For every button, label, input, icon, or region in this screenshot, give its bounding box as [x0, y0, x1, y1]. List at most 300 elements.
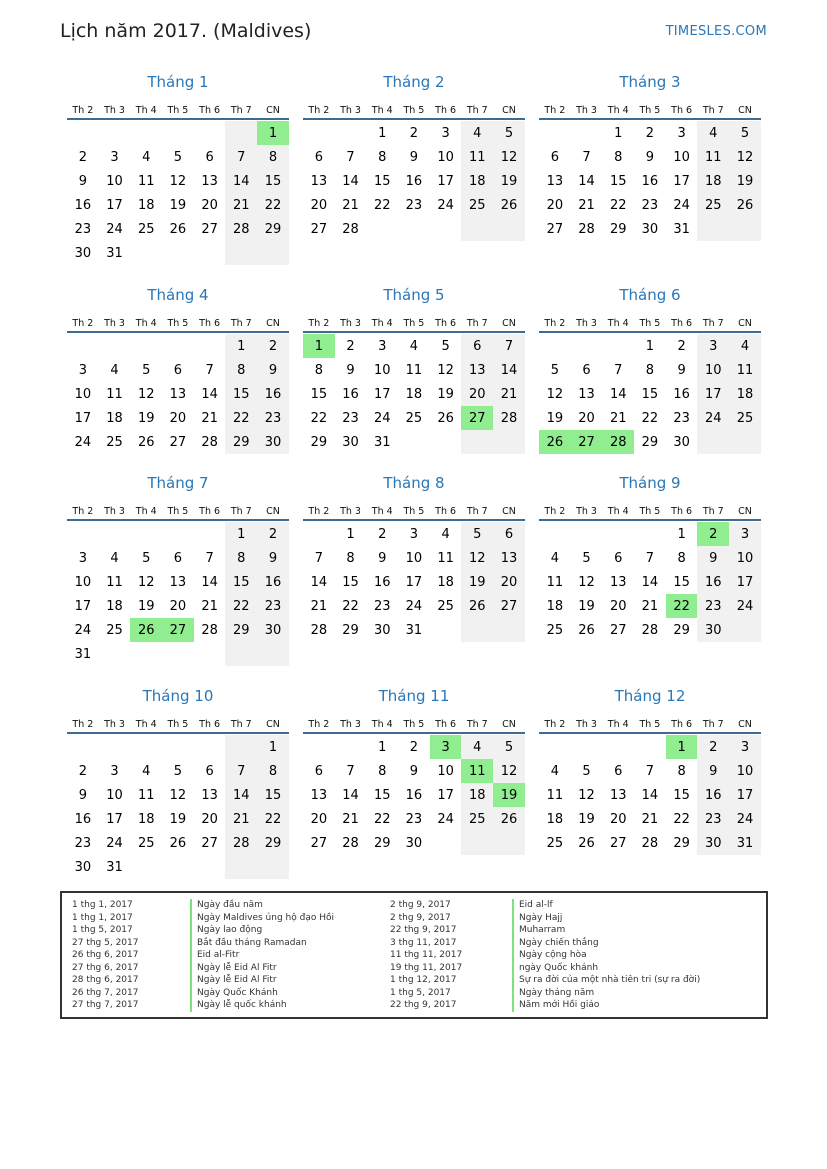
day-cell[interactable]: 12 [546, 386, 564, 402]
day-cell[interactable]: 6 [493, 522, 525, 546]
day-cell[interactable]: 16 [257, 570, 289, 594]
day-cell[interactable]: 8 [314, 362, 323, 378]
day-cell[interactable]: 12 [493, 145, 525, 169]
day-cell[interactable]: 31 [373, 434, 391, 450]
day-cell[interactable]: 9 [409, 149, 419, 165]
day-cell[interactable]: 7 [225, 145, 257, 169]
day-cell[interactable]: 16 [74, 811, 92, 827]
day-cell[interactable]: 13 [169, 574, 187, 590]
day-cell[interactable]: 11 [461, 145, 493, 169]
day-cell[interactable]: 2 [645, 125, 655, 141]
day-cell[interactable]: 22 [609, 197, 627, 213]
day-cell[interactable]: 21 [201, 598, 218, 614]
day-cell[interactable]: 2 [409, 739, 419, 755]
day-cell[interactable]: 15 [310, 386, 328, 402]
day-cell[interactable]: 12 [729, 145, 761, 169]
day-cell[interactable]: 7 [346, 763, 355, 779]
day-cell[interactable]: 4 [697, 121, 729, 145]
day-cell[interactable]: 3 [378, 338, 387, 354]
day-cell[interactable]: 16 [257, 382, 289, 406]
day-cell[interactable]: 26 [461, 594, 493, 618]
day-cell[interactable]: 15 [673, 574, 690, 590]
day-cell[interactable]: 11 [697, 145, 729, 169]
day-cell[interactable]: 21 [342, 811, 359, 827]
day-cell[interactable]: 9 [697, 546, 729, 570]
day-cell[interactable]: 30 [257, 618, 289, 642]
day-cell[interactable]: 10 [729, 759, 761, 783]
day-cell[interactable]: 19 [137, 598, 155, 614]
day-cell[interactable]: 12 [578, 787, 595, 803]
day-cell[interactable]: 22 [373, 811, 391, 827]
day-cell[interactable]: 10 [405, 550, 423, 566]
day-cell[interactable]: 5 [493, 121, 525, 145]
day-cell[interactable]: 13 [169, 386, 187, 402]
day-cell[interactable]: 30 [74, 245, 92, 261]
day-cell[interactable]: 17 [405, 574, 423, 590]
day-cell[interactable]: 16 [697, 570, 729, 594]
day-cell[interactable]: 20 [169, 410, 187, 426]
holiday-day-cell[interactable]: 26 [130, 618, 162, 642]
day-cell[interactable]: 26 [137, 434, 155, 450]
day-cell[interactable]: 13 [310, 787, 328, 803]
day-cell[interactable]: 24 [74, 434, 92, 450]
day-cell[interactable]: 2 [346, 338, 355, 354]
day-cell[interactable]: 13 [609, 574, 627, 590]
day-cell[interactable]: 17 [697, 382, 729, 406]
day-cell[interactable]: 4 [142, 763, 151, 779]
day-cell[interactable]: 4 [409, 338, 419, 354]
day-cell[interactable]: 9 [78, 173, 87, 189]
day-cell[interactable]: 17 [74, 410, 92, 426]
day-cell[interactable]: 30 [257, 430, 289, 454]
day-cell[interactable]: 7 [614, 362, 623, 378]
day-cell[interactable]: 20 [201, 197, 218, 213]
day-cell[interactable]: 24 [373, 410, 391, 426]
holiday-day-cell[interactable]: 27 [162, 618, 194, 642]
day-cell[interactable]: 6 [461, 334, 493, 358]
day-cell[interactable]: 6 [550, 149, 559, 165]
day-cell[interactable]: 7 [205, 550, 214, 566]
day-cell[interactable]: 25 [697, 193, 729, 217]
day-cell[interactable]: 29 [373, 835, 391, 851]
day-cell[interactable]: 22 [673, 811, 690, 827]
day-cell[interactable]: 28 [342, 221, 359, 237]
day-cell[interactable]: 2 [677, 338, 686, 354]
day-cell[interactable]: 19 [169, 811, 187, 827]
day-cell[interactable]: 3 [409, 526, 419, 542]
day-cell[interactable]: 29 [673, 622, 690, 638]
day-cell[interactable]: 19 [169, 197, 187, 213]
day-cell[interactable]: 2 [78, 763, 87, 779]
day-cell[interactable]: 25 [137, 221, 155, 237]
day-cell[interactable]: 3 [697, 334, 729, 358]
day-cell[interactable]: 24 [697, 406, 729, 430]
day-cell[interactable]: 18 [461, 169, 493, 193]
day-cell[interactable]: 10 [74, 386, 92, 402]
day-cell[interactable]: 14 [225, 783, 257, 807]
day-cell[interactable]: 21 [578, 197, 595, 213]
day-cell[interactable]: 23 [697, 594, 729, 618]
day-cell[interactable]: 17 [437, 787, 454, 803]
day-cell[interactable]: 12 [169, 787, 187, 803]
day-cell[interactable]: 16 [74, 197, 92, 213]
day-cell[interactable]: 18 [697, 169, 729, 193]
day-cell[interactable]: 4 [461, 735, 493, 759]
day-cell[interactable]: 6 [173, 550, 183, 566]
day-cell[interactable]: 17 [106, 197, 123, 213]
day-cell[interactable]: 10 [437, 149, 454, 165]
day-cell[interactable]: 31 [106, 859, 123, 875]
day-cell[interactable]: 30 [697, 618, 729, 642]
day-cell[interactable]: 5 [142, 550, 151, 566]
day-cell[interactable]: 31 [74, 646, 92, 662]
day-cell[interactable]: 18 [729, 382, 761, 406]
day-cell[interactable]: 22 [225, 406, 257, 430]
day-cell[interactable]: 17 [373, 386, 391, 402]
day-cell[interactable]: 29 [257, 831, 289, 855]
day-cell[interactable]: 27 [609, 622, 627, 638]
day-cell[interactable]: 25 [106, 434, 123, 450]
day-cell[interactable]: 30 [342, 434, 359, 450]
day-cell[interactable]: 5 [729, 121, 761, 145]
day-cell[interactable]: 21 [609, 410, 627, 426]
day-cell[interactable]: 19 [437, 386, 454, 402]
day-cell[interactable]: 20 [201, 811, 218, 827]
day-cell[interactable]: 29 [310, 434, 328, 450]
day-cell[interactable]: 16 [405, 787, 423, 803]
day-cell[interactable]: 12 [493, 759, 525, 783]
day-cell[interactable]: 2 [697, 735, 729, 759]
day-cell[interactable]: 25 [106, 622, 123, 638]
day-cell[interactable]: 3 [677, 125, 686, 141]
day-cell[interactable]: 24 [74, 622, 92, 638]
day-cell[interactable]: 19 [461, 570, 493, 594]
day-cell[interactable]: 28 [342, 835, 359, 851]
day-cell[interactable]: 25 [461, 193, 493, 217]
day-cell[interactable]: 20 [310, 197, 328, 213]
day-cell[interactable]: 19 [137, 410, 155, 426]
day-cell[interactable]: 2 [257, 334, 289, 358]
day-cell[interactable]: 9 [346, 362, 355, 378]
day-cell[interactable]: 23 [405, 811, 423, 827]
day-cell[interactable]: 6 [314, 149, 323, 165]
day-cell[interactable]: 9 [257, 546, 289, 570]
day-cell[interactable]: 6 [205, 763, 214, 779]
day-cell[interactable]: 11 [546, 787, 564, 803]
day-cell[interactable]: 13 [578, 386, 595, 402]
day-cell[interactable]: 26 [729, 193, 761, 217]
day-cell[interactable]: 24 [437, 811, 454, 827]
day-cell[interactable]: 2 [378, 526, 387, 542]
day-cell[interactable]: 8 [225, 358, 257, 382]
day-cell[interactable]: 28 [310, 622, 328, 638]
day-cell[interactable]: 5 [493, 735, 525, 759]
day-cell[interactable]: 28 [225, 831, 257, 855]
day-cell[interactable]: 15 [641, 386, 659, 402]
day-cell[interactable]: 11 [546, 574, 564, 590]
day-cell[interactable]: 30 [641, 221, 659, 237]
day-cell[interactable]: 7 [493, 334, 525, 358]
day-cell[interactable]: 26 [578, 622, 595, 638]
day-cell[interactable]: 30 [673, 434, 690, 450]
day-cell[interactable]: 18 [437, 574, 454, 590]
day-cell[interactable]: 3 [110, 763, 119, 779]
day-cell[interactable]: 9 [697, 759, 729, 783]
day-cell[interactable]: 3 [78, 550, 87, 566]
day-cell[interactable]: 26 [169, 221, 187, 237]
day-cell[interactable]: 10 [373, 362, 391, 378]
day-cell[interactable]: 15 [257, 783, 289, 807]
day-cell[interactable]: 12 [169, 173, 187, 189]
day-cell[interactable]: 24 [729, 594, 761, 618]
day-cell[interactable]: 19 [729, 169, 761, 193]
day-cell[interactable]: 10 [697, 358, 729, 382]
day-cell[interactable]: 19 [578, 811, 595, 827]
day-cell[interactable]: 14 [310, 574, 328, 590]
day-cell[interactable]: 8 [346, 550, 355, 566]
day-cell[interactable]: 13 [493, 546, 525, 570]
day-cell[interactable]: 27 [201, 835, 218, 851]
holiday-day-cell[interactable]: 1 [257, 121, 289, 145]
day-cell[interactable]: 11 [106, 574, 123, 590]
day-cell[interactable]: 22 [310, 410, 328, 426]
day-cell[interactable]: 17 [106, 811, 123, 827]
day-cell[interactable]: 23 [257, 406, 289, 430]
day-cell[interactable]: 12 [137, 386, 155, 402]
day-cell[interactable]: 8 [257, 145, 289, 169]
day-cell[interactable]: 14 [493, 358, 525, 382]
brand-logo-text[interactable]: TIMESLES.COM [665, 24, 767, 39]
day-cell[interactable]: 31 [673, 221, 690, 237]
day-cell[interactable]: 23 [697, 807, 729, 831]
day-cell[interactable]: 22 [225, 594, 257, 618]
day-cell[interactable]: 30 [405, 835, 423, 851]
day-cell[interactable]: 16 [697, 783, 729, 807]
day-cell[interactable]: 23 [641, 197, 659, 213]
day-cell[interactable]: 15 [342, 574, 359, 590]
day-cell[interactable]: 14 [225, 169, 257, 193]
day-cell[interactable]: 10 [74, 574, 92, 590]
day-cell[interactable]: 10 [106, 787, 123, 803]
day-cell[interactable]: 15 [609, 173, 627, 189]
day-cell[interactable]: 14 [609, 386, 627, 402]
day-cell[interactable]: 8 [378, 763, 387, 779]
day-cell[interactable]: 7 [582, 149, 591, 165]
day-cell[interactable]: 31 [405, 622, 423, 638]
day-cell[interactable]: 3 [78, 362, 87, 378]
holiday-day-cell[interactable]: 22 [666, 594, 698, 618]
day-cell[interactable]: 12 [137, 574, 155, 590]
day-cell[interactable]: 8 [225, 546, 257, 570]
day-cell[interactable]: 22 [257, 807, 289, 831]
day-cell[interactable]: 11 [405, 362, 423, 378]
day-cell[interactable]: 25 [137, 835, 155, 851]
day-cell[interactable]: 28 [493, 406, 525, 430]
day-cell[interactable]: 23 [257, 594, 289, 618]
day-cell[interactable]: 26 [493, 193, 525, 217]
day-cell[interactable]: 20 [461, 382, 493, 406]
day-cell[interactable]: 21 [342, 197, 359, 213]
day-cell[interactable]: 26 [169, 835, 187, 851]
holiday-day-cell[interactable]: 1 [303, 334, 335, 358]
day-cell[interactable]: 20 [310, 811, 328, 827]
day-cell[interactable]: 15 [225, 382, 257, 406]
day-cell[interactable]: 26 [578, 835, 595, 851]
holiday-day-cell[interactable]: 2 [697, 522, 729, 546]
day-cell[interactable]: 5 [582, 550, 591, 566]
day-cell[interactable]: 13 [201, 173, 218, 189]
day-cell[interactable]: 18 [106, 598, 123, 614]
holiday-day-cell[interactable]: 11 [461, 759, 493, 783]
day-cell[interactable]: 13 [310, 173, 328, 189]
day-cell[interactable]: 29 [342, 622, 359, 638]
day-cell[interactable]: 16 [405, 173, 423, 189]
day-cell[interactable]: 9 [677, 362, 686, 378]
day-cell[interactable]: 27 [546, 221, 564, 237]
day-cell[interactable]: 12 [437, 362, 454, 378]
day-cell[interactable]: 20 [609, 811, 627, 827]
day-cell[interactable]: 13 [461, 358, 493, 382]
holiday-day-cell[interactable]: 1 [666, 735, 698, 759]
day-cell[interactable]: 5 [173, 763, 183, 779]
day-cell[interactable]: 21 [641, 598, 659, 614]
day-cell[interactable]: 6 [314, 763, 323, 779]
day-cell[interactable]: 1 [225, 334, 257, 358]
day-cell[interactable]: 15 [373, 787, 391, 803]
day-cell[interactable]: 23 [74, 221, 92, 237]
holiday-day-cell[interactable]: 28 [602, 430, 634, 454]
day-cell[interactable]: 21 [225, 807, 257, 831]
day-cell[interactable]: 21 [201, 410, 218, 426]
day-cell[interactable]: 4 [142, 149, 151, 165]
day-cell[interactable]: 18 [546, 811, 564, 827]
day-cell[interactable]: 23 [373, 598, 391, 614]
day-cell[interactable]: 3 [441, 125, 450, 141]
day-cell[interactable]: 6 [614, 550, 623, 566]
day-cell[interactable]: 15 [225, 570, 257, 594]
day-cell[interactable]: 8 [378, 149, 387, 165]
day-cell[interactable]: 20 [609, 598, 627, 614]
day-cell[interactable]: 9 [378, 550, 387, 566]
day-cell[interactable]: 8 [257, 759, 289, 783]
day-cell[interactable]: 1 [677, 526, 686, 542]
day-cell[interactable]: 6 [582, 362, 591, 378]
day-cell[interactable]: 24 [673, 197, 690, 213]
day-cell[interactable]: 9 [645, 149, 655, 165]
day-cell[interactable]: 18 [546, 598, 564, 614]
day-cell[interactable]: 5 [550, 362, 559, 378]
day-cell[interactable]: 10 [106, 173, 123, 189]
day-cell[interactable]: 12 [578, 574, 595, 590]
day-cell[interactable]: 29 [225, 618, 257, 642]
day-cell[interactable]: 30 [697, 831, 729, 855]
day-cell[interactable]: 18 [461, 783, 493, 807]
day-cell[interactable]: 4 [441, 526, 450, 542]
day-cell[interactable]: 23 [673, 410, 690, 426]
day-cell[interactable]: 7 [205, 362, 214, 378]
day-cell[interactable]: 29 [673, 835, 690, 851]
day-cell[interactable]: 19 [493, 169, 525, 193]
day-cell[interactable]: 15 [257, 169, 289, 193]
day-cell[interactable]: 14 [342, 173, 359, 189]
day-cell[interactable]: 14 [201, 386, 218, 402]
day-cell[interactable]: 22 [373, 197, 391, 213]
day-cell[interactable]: 31 [106, 245, 123, 261]
day-cell[interactable]: 14 [641, 787, 659, 803]
holiday-day-cell[interactable]: 27 [571, 430, 603, 454]
day-cell[interactable]: 22 [257, 193, 289, 217]
day-cell[interactable]: 14 [641, 574, 659, 590]
day-cell[interactable]: 22 [641, 410, 659, 426]
day-cell[interactable]: 28 [578, 221, 595, 237]
day-cell[interactable]: 18 [137, 197, 155, 213]
day-cell[interactable]: 25 [405, 410, 423, 426]
day-cell[interactable]: 20 [546, 197, 564, 213]
day-cell[interactable]: 7 [645, 550, 655, 566]
day-cell[interactable]: 6 [173, 362, 183, 378]
day-cell[interactable]: 14 [342, 787, 359, 803]
day-cell[interactable]: 14 [201, 574, 218, 590]
day-cell[interactable]: 7 [314, 550, 323, 566]
day-cell[interactable]: 11 [137, 173, 155, 189]
day-cell[interactable]: 20 [578, 410, 595, 426]
day-cell[interactable]: 4 [110, 362, 119, 378]
day-cell[interactable]: 18 [137, 811, 155, 827]
day-cell[interactable]: 27 [493, 594, 525, 618]
day-cell[interactable]: 23 [405, 197, 423, 213]
day-cell[interactable]: 13 [546, 173, 564, 189]
day-cell[interactable]: 16 [342, 386, 359, 402]
day-cell[interactable]: 28 [225, 217, 257, 241]
day-cell[interactable]: 26 [493, 807, 525, 831]
day-cell[interactable]: 17 [74, 598, 92, 614]
day-cell[interactable]: 17 [673, 173, 690, 189]
day-cell[interactable]: 2 [257, 522, 289, 546]
day-cell[interactable]: 29 [641, 434, 659, 450]
day-cell[interactable]: 30 [74, 859, 92, 875]
day-cell[interactable]: 17 [729, 783, 761, 807]
day-cell[interactable]: 1 [378, 125, 387, 141]
day-cell[interactable]: 24 [729, 807, 761, 831]
day-cell[interactable]: 25 [546, 622, 564, 638]
day-cell[interactable]: 8 [614, 149, 623, 165]
day-cell[interactable]: 10 [437, 763, 454, 779]
day-cell[interactable]: 24 [405, 598, 423, 614]
day-cell[interactable]: 25 [729, 406, 761, 430]
day-cell[interactable]: 9 [257, 358, 289, 382]
day-cell[interactable]: 1 [614, 125, 623, 141]
day-cell[interactable]: 8 [677, 763, 686, 779]
day-cell[interactable]: 17 [437, 173, 454, 189]
day-cell[interactable]: 9 [78, 787, 87, 803]
day-cell[interactable]: 13 [201, 787, 218, 803]
day-cell[interactable]: 24 [106, 835, 123, 851]
day-cell[interactable]: 30 [373, 622, 391, 638]
day-cell[interactable]: 5 [461, 522, 493, 546]
day-cell[interactable]: 29 [609, 221, 627, 237]
day-cell[interactable]: 4 [110, 550, 119, 566]
day-cell[interactable]: 4 [550, 550, 559, 566]
day-cell[interactable]: 23 [74, 835, 92, 851]
holiday-day-cell[interactable]: 19 [493, 783, 525, 807]
day-cell[interactable]: 5 [142, 362, 151, 378]
day-cell[interactable]: 31 [729, 831, 761, 855]
day-cell[interactable]: 25 [461, 807, 493, 831]
day-cell[interactable]: 14 [578, 173, 595, 189]
day-cell[interactable]: 28 [641, 835, 659, 851]
day-cell[interactable]: 3 [729, 522, 761, 546]
day-cell[interactable]: 13 [609, 787, 627, 803]
